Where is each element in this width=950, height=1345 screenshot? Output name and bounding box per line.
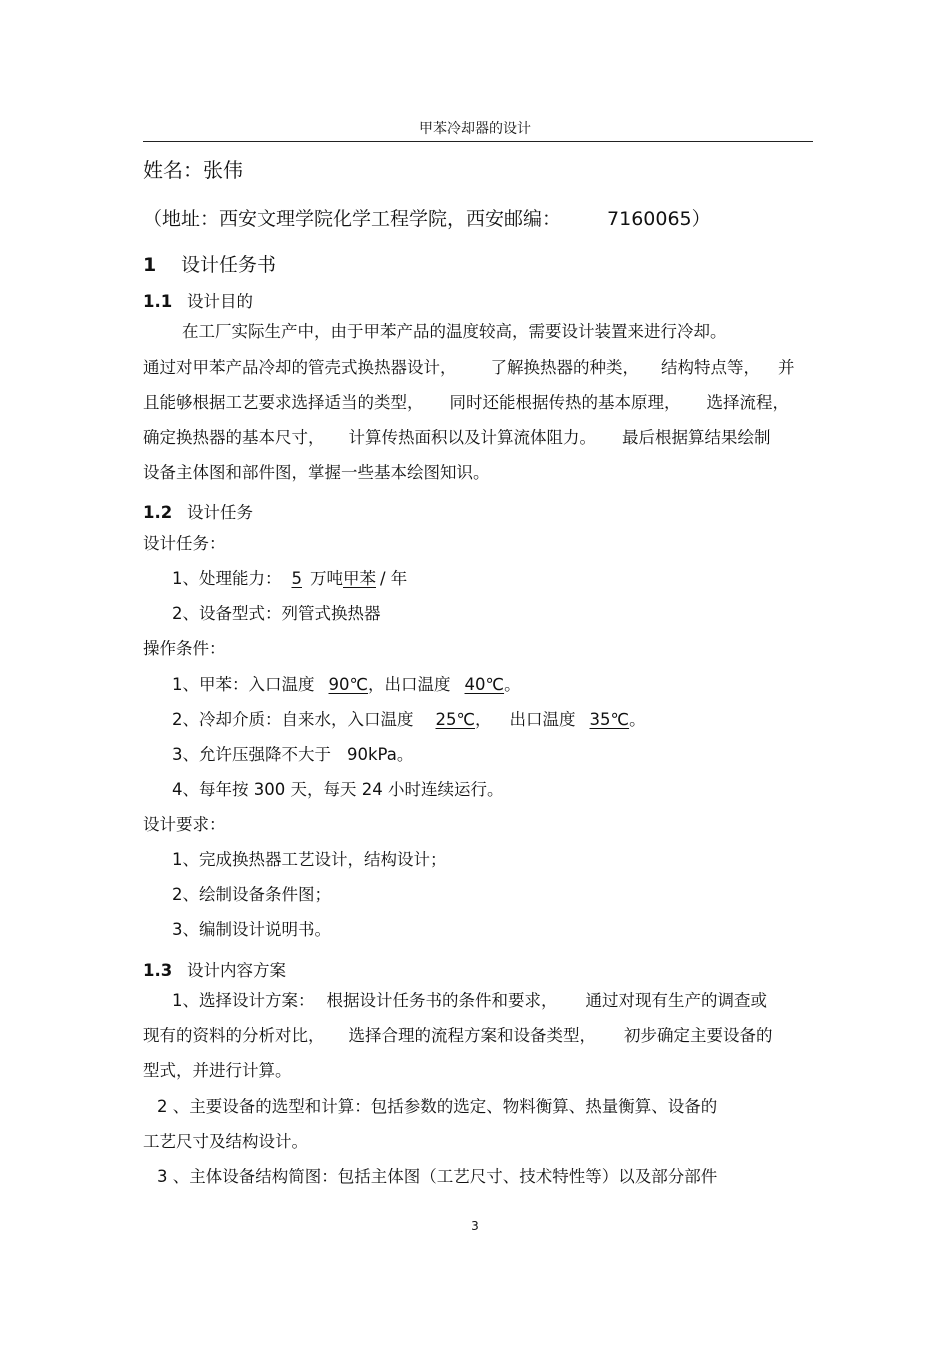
text-run: 并: [778, 358, 795, 377]
paragraph-line: [172, 991, 767, 1011]
conditions-label: 操作条件：: [143, 639, 226, 658]
text-run: 且能够根据工艺要求选择适当的类型，: [143, 393, 424, 412]
text-run: 2、冷却介质：自来水，入口温度: [172, 710, 414, 729]
condition-pressure: [172, 745, 413, 765]
task-capacity: [172, 569, 407, 589]
outlet-temp: 40℃: [464, 675, 505, 694]
text-run: 根据设计任务书的条件和要求，: [326, 991, 558, 1010]
requirement-item: 2、绘制设备条件图；: [172, 885, 331, 904]
text-run: 最后根据算结果绘制: [622, 428, 771, 447]
text-run: 1、处理能力：: [172, 569, 282, 588]
paragraph-line: 型式，并进行计算。: [143, 1061, 292, 1080]
text-run: 万吨: [310, 569, 343, 588]
address-text: （地址：西安文理学院化学工程学院，西安邮编：: [143, 208, 562, 230]
text-run: 结构特点等，: [661, 358, 760, 377]
text-run: 出口温度: [509, 710, 576, 729]
header-rule: [143, 141, 813, 142]
paragraph-line: 工艺尺寸及结构设计。: [143, 1132, 308, 1151]
text-run: ，出口温度: [368, 675, 451, 694]
capacity-value: 5: [291, 569, 302, 588]
paragraph-line: 在工厂实际生产中，由于甲苯产品的温度较高，需要设计装置来进行冷却。: [182, 322, 727, 341]
text-run: 同时还能根据传热的基本原理，: [449, 393, 681, 412]
inlet-temp: 25℃: [435, 710, 476, 729]
text-run: 。: [629, 710, 646, 729]
text-run: ，: [475, 710, 492, 729]
paragraph-line: 设备主体图和部件图，掌握一些基本绘图知识。: [143, 463, 490, 482]
text-run: 了解换热器的种类，: [490, 358, 639, 377]
paragraph-line: [143, 358, 807, 378]
address-zip: 7160065）: [607, 208, 711, 230]
text-run: 确定换热器的基本尺寸，: [143, 428, 325, 447]
outlet-temp: 35℃: [589, 710, 630, 729]
section-title: 设计任务书: [181, 254, 277, 276]
paragraph-line: 2 、主要设备的选型和计算：包括参数的选定、物料衡算、热量衡算、设备的: [157, 1097, 718, 1116]
paragraph-line: [143, 428, 771, 448]
section-title: 设计内容方案: [187, 961, 286, 980]
text-run: 计算传热面积以及计算流体阻力。: [348, 428, 596, 447]
section-1-2-heading: [143, 499, 253, 523]
author-name: 姓名：张伟: [143, 158, 243, 182]
section-1-1-heading: [143, 288, 253, 312]
pressure-value: 90kPa: [347, 745, 397, 764]
running-header: 甲苯冷却器的设计: [419, 121, 531, 137]
capacity-material: 甲苯: [343, 569, 376, 588]
text-run: / 年: [380, 569, 408, 588]
text-run: 1、选择设计方案：: [172, 991, 315, 1010]
section-1-heading: [143, 250, 276, 277]
paragraph-line: 3 、主体设备结构简图：包括主体图（工艺尺寸、技术特性等）以及部分部件: [157, 1167, 718, 1186]
text-run: 1、甲苯：入口温度: [172, 675, 315, 694]
text-run: 选择合理的流程方案和设备类型，: [348, 1026, 596, 1045]
text-run: 。: [396, 745, 414, 764]
text-run: 3、允许压强降不大于: [172, 745, 331, 764]
author-address: [143, 204, 711, 231]
page-number: 3: [471, 1219, 479, 1233]
text-run: 初步确定主要设备的: [624, 1026, 773, 1045]
text-run: 。: [504, 675, 521, 694]
section-title: 设计任务: [187, 503, 253, 522]
inlet-temp: 90℃: [328, 675, 369, 694]
task-label: 设计任务：: [143, 534, 226, 553]
task-type: 2、设备型式：列管式换热器: [172, 604, 381, 623]
section-1-3-heading: [143, 957, 286, 981]
condition-coolant: [172, 710, 646, 730]
section-number: 1.1: [143, 292, 173, 311]
condition-operation: 4、每年按 300 天，每天 24 小时连续运行。: [172, 780, 504, 799]
requirement-item: 3、编制设计说明书。: [172, 920, 331, 939]
requirement-item: 1、完成换热器工艺设计，结构设计；: [172, 850, 447, 869]
section-number: 1.3: [143, 961, 173, 980]
paragraph-line: [143, 393, 789, 413]
text-run: 选择流程，: [706, 393, 789, 412]
text-run: 通过对现有生产的调查或: [585, 991, 767, 1010]
text-run: 现有的资料的分析对比，: [143, 1026, 325, 1045]
section-title: 设计目的: [187, 292, 253, 311]
section-number: 1: [143, 254, 157, 276]
condition-toluene: [172, 675, 521, 695]
paragraph-line: [143, 1026, 773, 1046]
section-number: 1.2: [143, 503, 173, 522]
requirements-label: 设计要求：: [143, 815, 226, 834]
text-run: 通过对甲苯产品冷却的管壳式换热器设计，: [143, 358, 457, 377]
